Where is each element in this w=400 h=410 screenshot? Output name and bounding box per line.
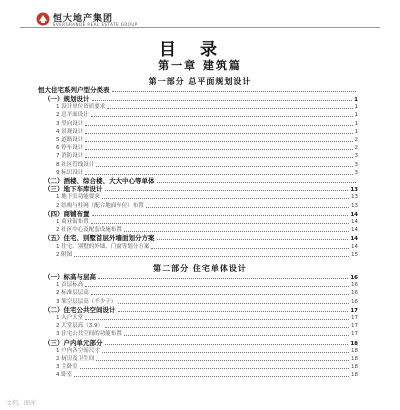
toc-entry-label: （三）地下车库设计 [44,185,103,194]
toc-leader-dots [102,193,349,199]
toc-entry-label: 1 首层标高 [56,282,84,289]
toc-entry-label: （一）规划设计 [44,95,90,103]
toc-entry-page: 15 [351,251,358,258]
toc-leader-dots [85,128,352,134]
toc-entry[interactable] [56,314,358,322]
toc-entry[interactable] [56,161,358,169]
toc-entry[interactable] [56,355,358,363]
toc-leader-dots [74,251,349,257]
toc-entry[interactable] [44,95,358,103]
toc-entry-label: 7 消防设计 [56,153,84,160]
toc-leader-dots [92,95,353,101]
toc-entry-label: 2 标准层层高 [56,290,89,297]
toc-entry[interactable] [56,120,358,128]
toc-entry-page: 3 [354,161,358,168]
toc-entry-page: 14 [350,211,358,218]
toc-entry-page: 17 [351,323,358,330]
toc-entry[interactable] [56,226,358,234]
toc-entry-page: 2 [354,145,358,152]
toc-entry[interactable] [56,193,358,201]
toc-leader-dots [80,363,349,369]
toc-leader-dots [85,169,352,175]
toc-entry-page: 14 [351,243,358,250]
toc-leader-dots [91,218,349,224]
toc-entry-page: 13 [351,202,358,209]
toc-entry-label: 5 道路设计 [56,137,84,143]
toc-leader-dots [98,273,348,279]
toc-entry-page: 17 [351,315,358,321]
toc-leader-dots [85,120,352,126]
toc-leader-dots [85,314,349,320]
toc-entry-page: 18 [351,347,358,354]
toc-entry-page: 16 [351,282,358,289]
toc-entry[interactable] [56,281,358,289]
document-header [10,8,390,34]
toc-entry-page: 3 [354,153,358,160]
toc-entry-page: 16 [350,275,358,281]
toc-entry[interactable] [56,330,358,338]
header-divider [20,27,380,28]
toc-entry-label: 2 厨房及卫生间 [56,356,95,362]
toc-entry-label: 2 大堂层高（3.9） [56,323,103,330]
toc-leader-dots [157,177,357,183]
toc-entry[interactable] [56,298,358,306]
toc-entry-page: 14 [350,236,358,243]
toc-entry-page: 1 [354,120,358,127]
toc-entry-page: 1 [354,128,358,135]
toc-entry[interactable] [56,103,358,111]
toc-entry[interactable] [56,202,358,210]
toc-entry[interactable] [44,339,358,347]
company-logo-subtitle: EVERGRANDE REAL ESTATE GROUP [53,22,138,27]
toc-leader-dots [124,330,349,336]
toc-entry-page: 13 [351,194,358,201]
toc-leader-dots [146,202,349,208]
toc-entry-page: 1 [354,97,358,103]
toc-entry-page: 16 [351,298,358,305]
toc-entry-label: 1 住宅、别墅的外墙、门窗等划分方案 [56,243,150,250]
toc-entry[interactable] [44,306,358,314]
chapter-heading: 第一章 建筑篇 [158,59,242,72]
toc-leader-dots [85,281,349,287]
toc-entry[interactable] [38,86,358,94]
toc-leader-dots [96,355,349,361]
company-logo-icon [36,12,50,26]
toc-leader-dots [85,136,352,142]
toc-entry-page: 14 [351,227,358,234]
toc-leader-dots [102,347,349,353]
toc-leader-dots [96,161,352,167]
toc-entry-page: 1 [354,112,358,119]
toc-entry[interactable] [56,218,358,226]
toc-entry-page: 2 [354,137,358,143]
toc-entry-page: 17 [350,307,358,314]
toc-leader-dots [91,111,353,117]
toc-entry[interactable] [44,177,358,185]
toc-entry[interactable] [56,289,358,297]
toc-entry[interactable] [44,210,358,218]
toc-entry[interactable] [44,273,358,281]
toc-entry-label: 3 住宅公共空间的功能布置 [56,331,122,338]
toc-leader-dots [85,152,352,158]
toc-leader-dots [151,243,349,249]
toc-leader-dots [105,322,349,328]
toc-entry[interactable] [56,371,358,379]
toc-entry[interactable] [44,185,358,193]
toc-entry-label: 4 卧室 [56,372,73,379]
toc-entry[interactable] [56,363,358,371]
toc-entry-label: （四）商铺布置 [44,209,90,218]
toc-entry-label: 4 景观设计 [56,128,84,135]
toc-entry-label: （五）住宅、别墅首层外墙面划分方案 [44,234,155,243]
toc-entry[interactable] [56,251,358,259]
toc-entry-label: 1 入户大堂 [56,315,84,321]
toc-entry-label: 6 停车设计 [56,145,84,152]
part-heading-2: 第二部分 住宅单体设计 [153,264,247,273]
page-title: 目录 [159,40,241,60]
toc-entry[interactable] [56,322,358,330]
toc-leader-dots [105,339,349,345]
toc-leader-dots [157,234,349,240]
toc-leader-dots [91,289,349,295]
toc-entry-label: 1 商业街布置 [56,219,89,225]
toc-entry[interactable] [56,128,358,136]
toc-entry-label: 2 社区中心及配套设施布置 [56,227,122,234]
toc-leader-dots [85,144,352,150]
toc-entry-label: 1 地下室功能要求 [56,194,100,201]
part-heading-1: 第一部分 总平面规划设计 [148,77,252,86]
company-logo-text: 恒大地产集团 [53,14,114,24]
toc-entry-page: 18 [351,364,358,371]
toc-entry[interactable] [56,111,358,119]
toc-entry-label: 8 社区管线设计 [56,161,95,168]
toc-entry-label: 2 总平面设计 [56,112,89,119]
toc-leader-dots [92,210,349,216]
toc-entry-label: （二）酒楼、综合楼、大大中心等单体 [44,177,155,185]
toc-leader-dots [124,226,349,232]
toc-leader-dots [74,371,349,377]
toc-leader-dots [118,306,349,312]
toc-entry-page: 18 [351,356,358,362]
toc-entry-label: 9 标识设计 [56,169,84,176]
toc-entry[interactable] [56,347,358,355]
toc-entry-page: 18 [350,340,358,347]
toc-entry-label: 1 设计单位资质要求 [56,104,106,111]
toc-leader-dots [107,103,352,109]
toc-entry-page: 3 [354,169,358,176]
toc-entry-page: 18 [351,372,358,379]
toc-leader-dots [105,185,349,191]
watermark-text: 文档，图库 [6,400,37,407]
toc-entry-label: （一）标高与层高 [44,273,96,281]
toc-entry-label: （三）户内单元部分 [44,338,103,347]
toc-entry-label: 3 主卧室 [56,364,78,371]
toc-entry-page: 14 [351,219,358,225]
toc-entry-label: 2 附图 [56,251,73,258]
toc-entry[interactable] [56,152,358,160]
toc-leader-dots [118,298,349,304]
toc-entry-label: 2 结构与柱网（配合地面车位）布置 [56,202,144,209]
toc-entry-label: 3 架空层层高（不少于） [56,298,117,305]
toc-entry-page: 16 [351,290,358,297]
toc-entry[interactable] [56,169,358,177]
toc-entry-page: 13 [350,187,358,194]
toc-entry-label: 3 竖向设计 [56,120,84,127]
toc-entry-label: 恒大住宅系列户型分类表 [38,86,110,94]
toc-entry-page: 17 [351,331,358,338]
toc-entry[interactable] [44,234,358,242]
toc-entry-page: 1 [354,104,358,111]
toc-entry-label: 1 户内各空间尺寸 [56,347,100,354]
toc-entry[interactable] [56,144,358,152]
toc-leader-dots [112,86,357,92]
toc-entry[interactable] [56,243,358,251]
toc-entry[interactable] [56,136,358,144]
toc-entry-label: （二）住宅公共空间设计 [44,305,116,314]
